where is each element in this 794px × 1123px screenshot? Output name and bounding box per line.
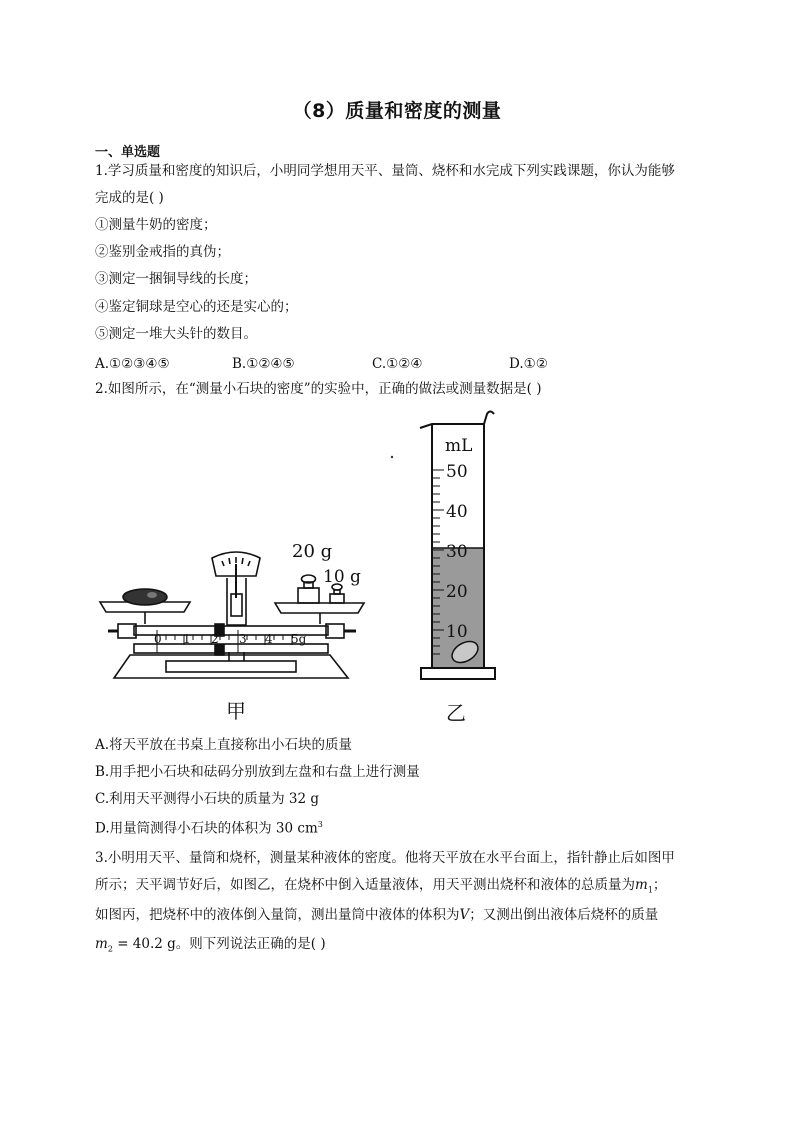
q3-line4 [95,938,326,954]
q3-var-m1-sub: 1 [647,885,653,895]
q1-item-2: ②鉴别金戒指的真伪； [95,244,230,260]
q3-line2-end: ； [652,877,667,893]
cylinder-tick-50: 50 [446,462,468,482]
q3-var-m2-sub: 2 [107,944,113,954]
q3-line3-end: ；又测出倒出液体后烧杯的质量 [469,907,659,923]
cylinder-tick-20: 20 [446,582,468,602]
q3-line4-end: 。则下列说法正确的是( ) [175,936,326,952]
q2-stem: 2.如图所示，在“测量小石块的密度”的实验中，正确的做法或测量数据是( ) [95,381,542,397]
q1-stem-line2: 完成的是( ) [95,190,164,206]
scale-tick-5g: 5g [291,632,307,646]
caption-jia: 甲 [226,699,246,723]
q3-line2-text: 所示；天平调节好后，如图乙，在烧杯中倒入适量液体，用天平测出烧杯和液体的总质量为 [95,877,635,893]
scale-tick-0: 0 [154,632,162,646]
scale-tick-3: 3 [239,632,247,646]
q3-line2 [95,879,666,895]
scale-tick-2: 2 [211,632,219,646]
cylinder-tick-10: 10 [446,622,468,642]
page-title: （8）质量和密度的测量 [292,100,502,122]
weight-20g-icon [298,588,319,603]
q1-item-3: ③测定一捆铜导线的长度； [95,271,257,287]
q2-option-c[interactable]: C.利用天平测得小石块的质量为 32 g [95,791,320,807]
section-heading: 一、单选题 [95,145,161,160]
cylinder-unit: mL [445,436,473,456]
q2-option-d[interactable] [95,821,323,836]
scale-tick-1: 1 [183,632,191,646]
q1-item-5: ⑤测定一堆大头针的数目。 [95,326,257,342]
label-20g: 20 g [292,541,333,562]
q1-option-a[interactable]: A.①②③④⑤ [95,356,170,372]
balance-base [114,655,348,678]
scale-tick-4: 4 [265,632,273,646]
q3-var-v: V [459,907,470,923]
q2-option-d-sup: 3 [317,820,323,829]
q1-option-c[interactable]: C.①②④ [372,356,423,372]
cylinder-tick-40: 40 [446,502,468,522]
q1-item-4: ④鉴定铜球是空心的还是实心的； [95,299,298,315]
label-10g: 10 g [323,567,361,587]
q2-option-b[interactable]: B.用手把小石块和砝码分别放到左盘和右盘上进行测量 [95,764,420,780]
q3-m2-value: = 40.2 g [112,936,176,952]
caption-yi: 乙 [446,701,466,725]
q3-var-m1: m [635,877,648,893]
q3-var-m2: m [95,936,108,952]
q3-line3 [95,909,658,923]
q2-option-d-text: D.用量筒测得小石块的体积为 30 cm [95,820,318,837]
q1-stem-line1: 1.学习质量和密度的知识后，小明同学想用天平、量筒、烧杯和水完成下列实践课题，你认为能够 [95,163,675,179]
balance-right-pan [275,603,364,613]
stone-icon [123,589,167,605]
q1-option-d[interactable]: D.①② [509,356,548,372]
q3-line3-text: 如图丙，把烧杯中的液体倒入量筒，测出量筒中液体的体积为 [95,907,460,923]
weight-10g-icon [330,594,344,603]
q1-item-1: ①测量牛奶的密度； [95,217,217,233]
cylinder-tick-30: 30 [446,542,468,562]
q2-option-a[interactable]: A.将天平放在书桌上直接称出小石块的质量 [95,737,353,753]
q3-line1: 3.小明用天平、量筒和烧杯，测量某种液体的密度。他将天平放在水平台面上，指针静止后如图甲 [95,850,675,866]
q1-option-b[interactable]: B.①②④⑤ [232,356,295,372]
